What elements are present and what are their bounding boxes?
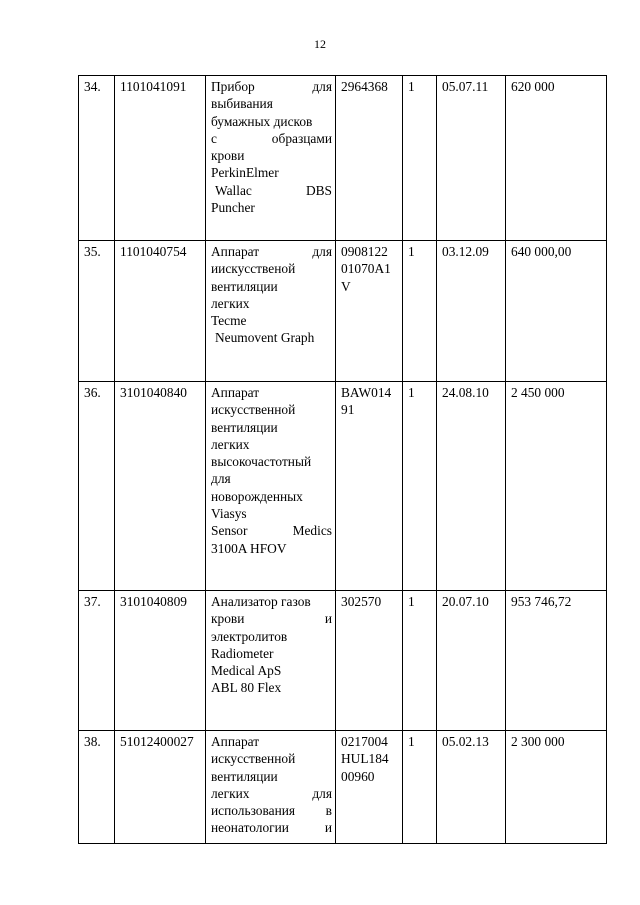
item-name-line: 3100A HFOV [211,540,287,556]
serial-number-line: 0217004 [341,734,388,749]
inventory-table [78,75,607,844]
serial-number-line: 302570 [341,594,382,609]
item-name-line: ABL 80 Flex [211,680,282,696]
table-row [79,591,607,731]
item-name-line: крови [211,148,245,164]
item-name-line: вентиляции [211,768,278,784]
price: 640 000,00 [506,241,607,382]
item-name-line: электролитов [211,628,288,644]
serial-number-line: 00960 [341,768,375,784]
table-body [79,76,607,844]
serial-number-line: 0908122 [341,244,388,259]
table-row [79,382,607,591]
item-name-line: легких [211,436,250,452]
item-name-line: Viasys [211,506,247,522]
item-name-line: иискусственой [211,261,296,277]
row-number: 35. [79,241,115,382]
item-name-line: искусственной [211,751,296,767]
row-number: 36. [79,382,115,591]
item-name-line: Medical ApS [211,663,282,679]
item-name-line: высокочастотный [211,454,312,470]
item-name [206,241,336,382]
item-name-line: Puncher [211,200,255,216]
page-number: 12 [314,37,326,51]
item-name-line: легких для [211,785,332,801]
quantity: 1 [403,241,437,382]
date: 24.08.10 [437,382,506,591]
serial-number [336,76,403,241]
item-name-line: Wallac DBS [215,182,332,198]
item-name [206,731,336,844]
serial-number-line: HUL184 [341,751,389,767]
table-row [79,731,607,844]
row-number: 37. [79,591,115,731]
serial-number-line: 01070A1 [341,261,391,277]
item-name-line: PerkinElmer [211,165,279,181]
item-name-line: вентиляции [211,419,278,435]
item-name-line: крови и [211,611,332,627]
item-name-line: Аппарат [211,385,260,400]
serial-number [336,591,403,731]
inventory-code: 1101041091 [115,76,206,241]
price: 2 450 000 [506,382,607,591]
quantity: 1 [403,591,437,731]
date: 03.12.09 [437,241,506,382]
item-name-line: Аппарат для [211,244,332,259]
serial-number-line: 91 [341,402,355,418]
serial-number-line: V [341,278,351,294]
inventory-code: 3101040809 [115,591,206,731]
quantity: 1 [403,76,437,241]
date: 20.07.10 [437,591,506,731]
item-name-line: Анализатор газов [211,594,311,609]
item-name-line: с образцами [211,130,332,146]
item-name [206,591,336,731]
item-name [206,382,336,591]
quantity: 1 [403,731,437,844]
inventory-code: 1101040754 [115,241,206,382]
date: 05.07.11 [437,76,506,241]
item-name [206,76,336,241]
item-name-line: Tecme [211,313,247,329]
serial-number [336,382,403,591]
item-name-line: выбивания [211,96,273,112]
item-name-line: Прибор для [211,79,332,94]
row-number: 34. [79,76,115,241]
table-row [79,241,607,382]
inventory-code: 3101040840 [115,382,206,591]
item-name-line: вентиляции [211,278,278,294]
item-name-line: легких [211,295,250,311]
item-name-line: бумажных дисков [211,113,313,129]
item-name-line: Radiometer [211,645,274,661]
serial-number [336,241,403,382]
serial-number-line: 2964368 [341,79,388,94]
price: 953 746,72 [506,591,607,731]
row-number: 38. [79,731,115,844]
item-name-line: Sensor Medics [211,523,332,539]
item-name-line: новорожденных [211,488,303,504]
date: 05.02.13 [437,731,506,844]
price: 620 000 [506,76,607,241]
item-name-line: Neumovent Graph [215,330,315,346]
item-name-line: искусственной [211,402,296,418]
table-row [79,76,607,241]
item-name-line: для [211,471,231,487]
item-name-line: неонатологии и [211,820,332,836]
serial-number [336,731,403,844]
serial-number-line: BAW014 [341,385,392,400]
inventory-code: 51012400027 [115,731,206,844]
item-name-line: использования в [211,803,332,819]
price: 2 300 000 [506,731,607,844]
item-name-line: Аппарат [211,734,260,749]
quantity: 1 [403,382,437,591]
